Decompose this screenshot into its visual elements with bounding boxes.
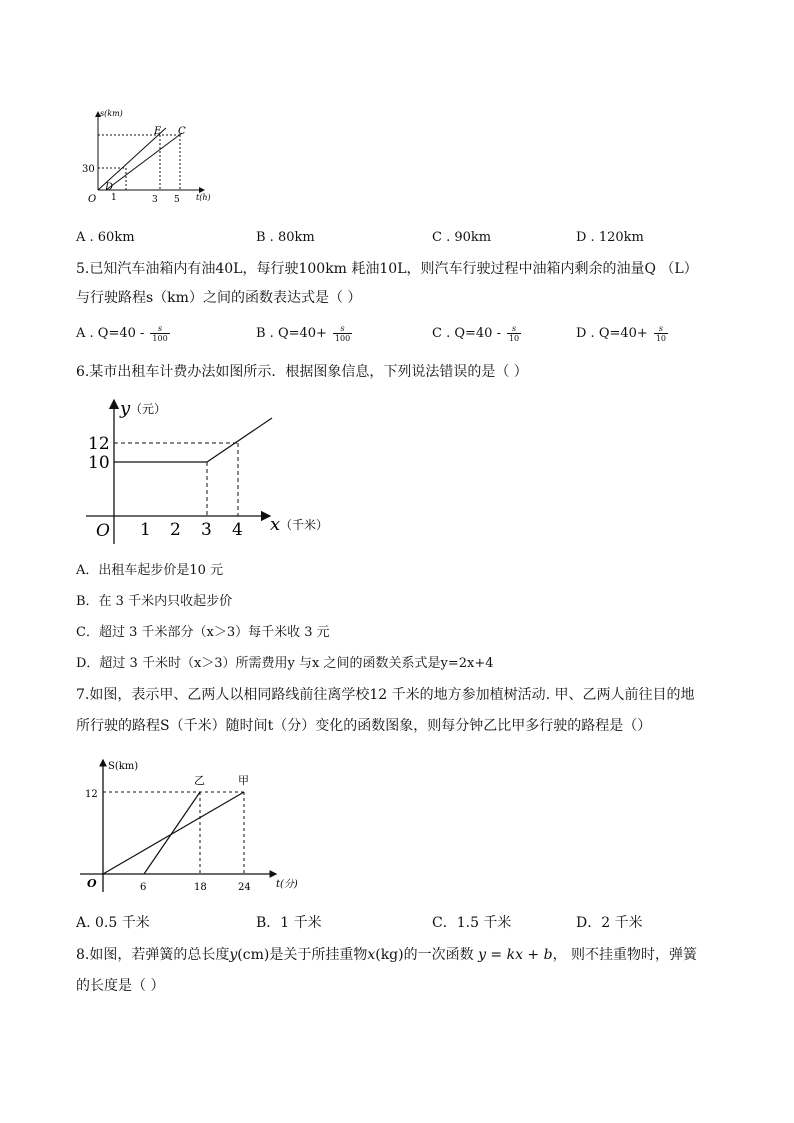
q5-option-c-num: s	[507, 324, 521, 334]
q7-stem-line2: 所行驶的路程S（千米）随时间t（分）变化的函数图象，则每分钟乙比甲多行驶的路程是（）	[76, 718, 652, 734]
q4-option-c: C . 90km	[432, 230, 492, 245]
q4-line-oe	[98, 128, 166, 190]
q6-option-d: D．超过 3 千米时（x＞3）所需费用y 与x 之间的函数关系式是y=2x+4	[76, 656, 494, 671]
q7-x-tick-24: 24	[238, 882, 251, 893]
q7-option-a: A. 0.5 千米	[76, 915, 150, 931]
q6-y-tick-12: 12	[88, 434, 110, 454]
q5-option-d-fraction	[654, 324, 668, 343]
q7-line-yi	[144, 792, 200, 874]
q7-figure	[80, 756, 306, 896]
q6-x-tick-3: 3	[201, 520, 212, 540]
q6-x-tick-2: 2	[170, 520, 181, 540]
q8-var-y: y	[229, 947, 238, 963]
q5-stem-line1: 5.已知汽车油箱内有油40L，每行驶100km 耗油10L，则汽车行驶过程中油箱内剩余的油量Q （L）	[76, 261, 698, 277]
q6-y-unit: （元）	[130, 402, 167, 416]
q7-y-label: S(km)	[108, 761, 139, 772]
q7-label-jia: 甲	[238, 774, 249, 787]
q6-option-a: A．出租车起步价是10 元	[76, 563, 224, 578]
q8-var-x: x	[367, 947, 376, 963]
q8-text-g: ， 则不挂重物时，弹簧	[552, 947, 698, 963]
q6-option-b: B．在 3 千米内只收起步价	[76, 594, 233, 609]
q8-formula: y = kx + b	[478, 947, 553, 963]
q6-y-tick-10: 10	[88, 453, 110, 473]
q7-origin: O	[87, 877, 97, 890]
q7-stem-line1: 7.如图，表示甲、乙两人以相同路线前往离学校12 千米的地方参加植树活动. 甲、乙两人前往目的地	[76, 687, 695, 703]
q7-option-c: C．1.5 千米	[432, 915, 512, 931]
q8-text-e: (kg)的一次函数	[375, 947, 474, 963]
q5-option-a	[76, 324, 170, 343]
q6-x-unit: （千米）	[280, 518, 329, 532]
q7-line-jia	[103, 792, 244, 874]
q5-option-c-fraction	[507, 324, 521, 343]
q4-line-dc	[106, 133, 182, 190]
q5-option-c	[432, 324, 521, 343]
q5-option-a-fraction	[150, 324, 169, 343]
q4-origin: O	[88, 194, 97, 205]
q7-x-label: t(分)	[276, 879, 298, 890]
q6-x-tick-4: 4	[232, 520, 243, 540]
q5-option-c-den: 10	[508, 334, 520, 343]
q6-figure	[84, 392, 336, 548]
q6-fare-line	[114, 418, 272, 462]
q6-y-label: y	[120, 398, 131, 419]
q5-option-b-prefix: B . Q=40+	[256, 326, 327, 341]
q5-option-b-fraction	[333, 324, 352, 343]
q5-option-d	[576, 324, 668, 343]
q4-point-e: E	[154, 126, 162, 137]
q5-option-d-den: 10	[655, 334, 666, 343]
q4-point-c: C	[178, 126, 186, 137]
q8-stem-line2: 的长度是（ ）	[76, 978, 165, 994]
q5-stem-line2: 与行驶路程s（km）之间的函数表达式是（ ）	[76, 290, 362, 306]
q4-option-d: D . 120km	[576, 230, 644, 245]
q4-y-label: s(km)	[100, 109, 123, 118]
q5-option-d-num: s	[654, 324, 668, 334]
q5-option-b	[256, 324, 352, 343]
q4-x-label: t(h)	[196, 193, 211, 202]
q4-option-a: A . 60km	[76, 230, 135, 245]
q8-text-c: (cm)是关于所挂重物	[237, 947, 368, 963]
q4-x-tick-5: 5	[174, 195, 180, 205]
q8-text-a: 8.如图，若弹簧的总长度	[76, 947, 230, 963]
q6-option-c: C．超过 3 千米部分（x＞3）每千米收 3 元	[76, 625, 330, 640]
q4-y-tick-30: 30	[82, 164, 95, 175]
q7-y-tick-12: 12	[85, 789, 98, 800]
q5-option-b-den: 100	[334, 334, 351, 343]
q5-option-d-prefix: D . Q=40+	[576, 326, 648, 341]
q4-figure	[78, 104, 228, 206]
q7-option-b: B．1 千米	[256, 915, 322, 931]
q4-point-d: D	[105, 182, 114, 193]
q5-option-a-den: 100	[152, 334, 168, 343]
q7-label-yi: 乙	[194, 774, 205, 787]
q8-stem-line1	[76, 946, 697, 964]
q4-option-b: B . 80km	[256, 230, 315, 245]
q6-x-tick-1: 1	[140, 520, 151, 540]
q7-x-tick-18: 18	[194, 882, 207, 893]
q5-option-a-prefix: A . Q=40 -	[76, 326, 145, 341]
q5-option-c-prefix: C . Q=40 -	[432, 326, 501, 341]
q5-option-a-num: s	[150, 324, 169, 334]
q6-x-label: x	[270, 514, 281, 535]
q4-x-tick-3: 3	[152, 195, 158, 205]
q5-option-b-num: s	[333, 324, 352, 334]
q7-x-tick-6: 6	[140, 882, 147, 893]
q7-option-d: D．2 千米	[576, 915, 643, 931]
q4-x-tick-1: 1	[111, 193, 117, 203]
q6-stem: 6.某市出租车计费办法如图所示．根据图象信息，下列说法错误的是（ ）	[76, 364, 528, 380]
q6-origin: O	[96, 521, 110, 541]
